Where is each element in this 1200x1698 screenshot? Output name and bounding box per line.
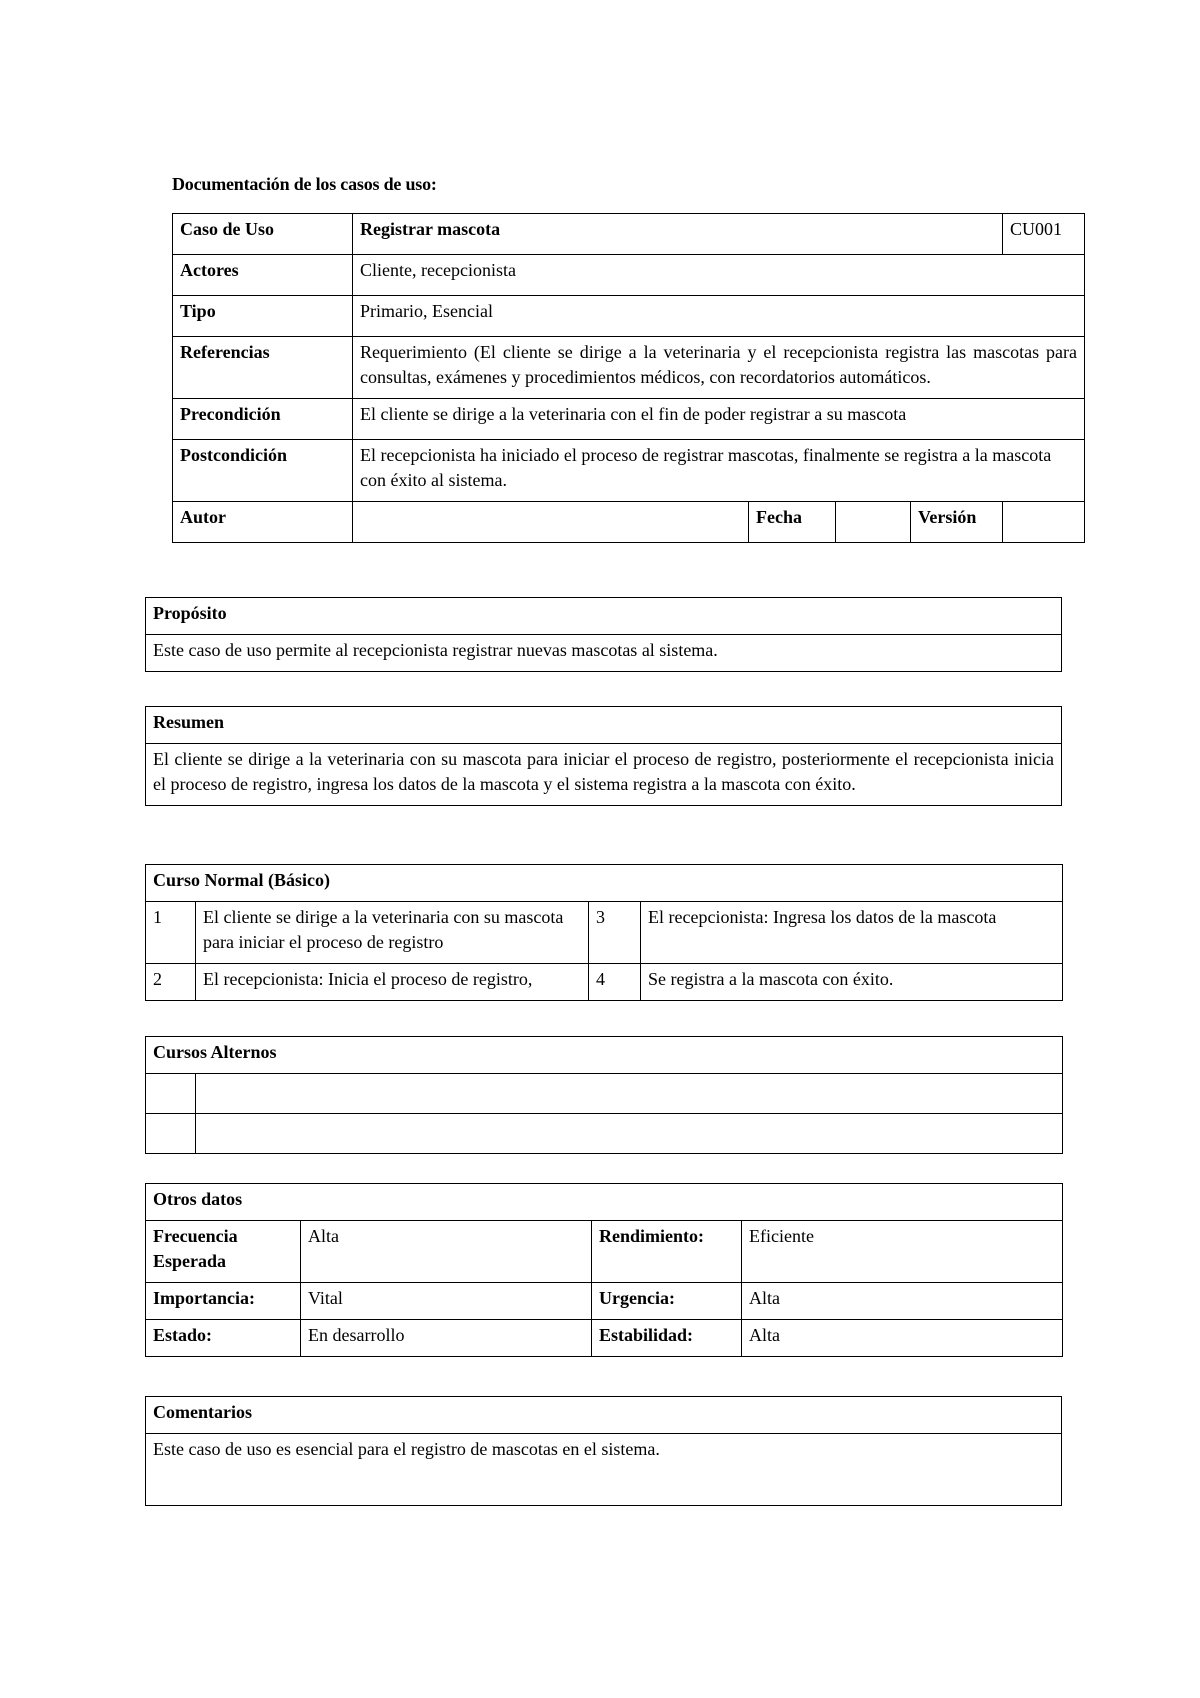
comments-text: Este caso de uso es esencial para el registro de mascotas en el sistema.	[146, 1434, 1062, 1506]
actors-label: Actores	[173, 255, 353, 296]
step-number: 2	[146, 964, 196, 1001]
step-number: 4	[589, 964, 641, 1001]
date-value	[836, 502, 911, 543]
step-text: Se registra a la mascota con éxito.	[641, 964, 1063, 1001]
references-value: Requerimiento (El cliente se dirige a la veterinaria y el recepcionista registra las mascotas para consultas, exámenes y procedimientos médicos, con recordatorios automáticos.	[353, 337, 1085, 399]
purpose-title: Propósito	[146, 598, 1062, 635]
other-data-table	[145, 1183, 1063, 1357]
use-case-code: CU001	[1003, 214, 1085, 255]
version-label: Versión	[911, 502, 1003, 543]
urgency-label: Urgencia:	[592, 1283, 742, 1320]
use-case-label: Caso de Uso	[173, 214, 353, 255]
status-value: En desarrollo	[301, 1320, 592, 1357]
alt-step-text	[196, 1114, 1063, 1154]
alt-step-number	[146, 1114, 196, 1154]
comments-title: Comentarios	[146, 1397, 1062, 1434]
use-case-table	[172, 213, 1085, 543]
purpose-table	[145, 597, 1062, 672]
actors-value: Cliente, recepcionista	[353, 255, 1085, 296]
use-case-name: Registrar mascota	[353, 214, 1003, 255]
references-label: Referencias	[173, 337, 353, 399]
step-number: 3	[589, 902, 641, 964]
normal-course-title: Curso Normal (Básico)	[146, 865, 1063, 902]
precondition-label: Precondición	[173, 399, 353, 440]
author-value	[353, 502, 749, 543]
type-label: Tipo	[173, 296, 353, 337]
stability-label: Estabilidad:	[592, 1320, 742, 1357]
frequency-value: Alta	[301, 1221, 592, 1283]
step-number: 1	[146, 902, 196, 964]
frequency-label: Frecuencia Esperada	[146, 1221, 301, 1283]
alt-step-number	[146, 1074, 196, 1114]
summary-table	[145, 706, 1062, 806]
alternate-courses-title: Cursos Alternos	[146, 1037, 1063, 1074]
summary-title: Resumen	[146, 707, 1062, 744]
step-text: El recepcionista: Ingresa los datos de la mascota	[641, 902, 1063, 964]
stability-value: Alta	[742, 1320, 1063, 1357]
urgency-value: Alta	[742, 1283, 1063, 1320]
performance-value: Eficiente	[742, 1221, 1063, 1283]
type-value: Primario, Esencial	[353, 296, 1085, 337]
step-text: El recepcionista: Inicia el proceso de registro,	[196, 964, 589, 1001]
precondition-value: El cliente se dirige a la veterinaria con el fin de poder registrar a su mascota	[353, 399, 1085, 440]
postcondition-value: El recepcionista ha iniciado el proceso de registrar mascotas, finalmente se registra a la mascota con éxito al sistema.	[353, 440, 1085, 502]
status-label: Estado:	[146, 1320, 301, 1357]
author-label: Autor	[173, 502, 353, 543]
step-text: El cliente se dirige a la veterinaria con su mascota para iniciar el proceso de registro	[196, 902, 589, 964]
version-value	[1003, 502, 1085, 543]
alternate-courses-table	[145, 1036, 1063, 1154]
normal-course-table	[145, 864, 1063, 1001]
performance-label: Rendimiento:	[592, 1221, 742, 1283]
comments-table	[145, 1396, 1062, 1506]
summary-text: El cliente se dirige a la veterinaria con su mascota para iniciar el proceso de registro, posteriormente el recepcionista inicia el proceso de registro, ingresa los datos de la mascota y el sistema registra a la mascota con éxito.	[146, 744, 1062, 806]
postcondition-label: Postcondición	[173, 440, 353, 502]
other-data-title: Otros datos	[146, 1184, 1063, 1221]
importance-label: Importancia:	[146, 1283, 301, 1320]
purpose-text: Este caso de uso permite al recepcionista registrar nuevas mascotas al sistema.	[146, 635, 1062, 672]
date-label: Fecha	[749, 502, 836, 543]
page-heading: Documentación de los casos de uso:	[172, 174, 437, 194]
alt-step-text	[196, 1074, 1063, 1114]
importance-value: Vital	[301, 1283, 592, 1320]
